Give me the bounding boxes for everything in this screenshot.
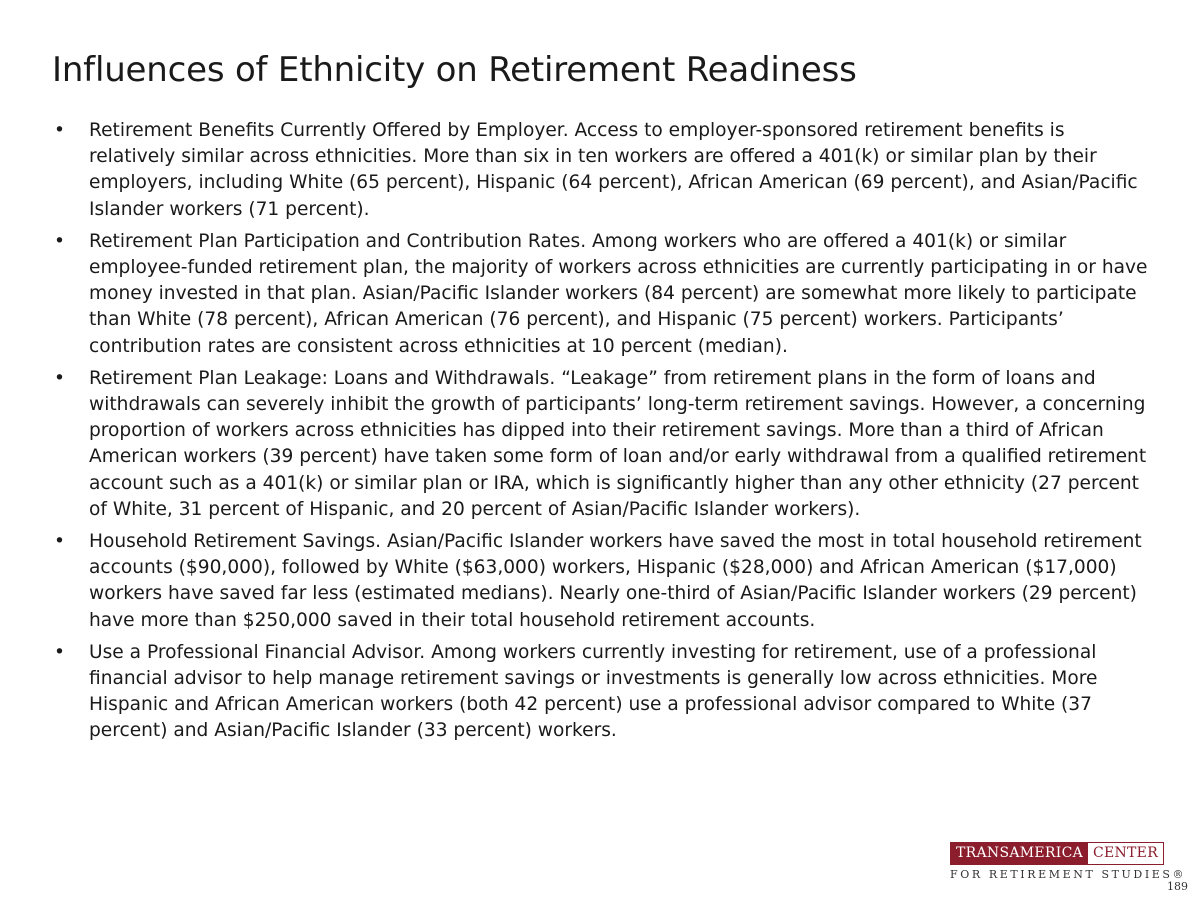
bullet-marker: • <box>54 230 65 252</box>
logo-wordmark <box>950 842 1164 865</box>
bullet-text: Household Retirement Savings. Asian/Pacific Islander workers have saved the most in total household retirement accounts ($90,000), followed by White ($63,000) workers, Hispanic ($28,000) and African American ($17,000) workers have saved far less (estimated medians). Nearly one-third of Asian/Pacific Islander workers (29 percent) have more than $250,000 saved in their total household retirement accounts. <box>89 531 1142 631</box>
bullet-list <box>52 118 1152 751</box>
bullet-marker: • <box>54 531 65 553</box>
bullet-item-participation <box>52 229 1152 360</box>
bullet-item-leakage <box>52 366 1152 523</box>
bullet-text: Retirement Benefits Currently Offered by Employer. Access to employer-sponsored retirement benefits is relatively similar across ethnicities. More than six in ten workers are offered a 401(k) or similar plan by their employers, including White (65 percent), Hispanic (64 percent), African American (69 percent), and Asian/Pacific Islander workers (71 percent). <box>89 120 1138 220</box>
bullet-marker: • <box>54 367 65 389</box>
logo-subtitle: FOR RETIREMENT STUDIES® <box>950 868 1187 881</box>
bullet-text: Retirement Plan Leakage: Loans and Withdrawals. “Leakage” from retirement plans in the form of loans and withdrawals can severely inhibit the growth of participants’ long-term retirement savings. However, a concerning proportion of workers across ethnicities has dipped into their retirement savings. More than a third of African American workers (39 percent) have taken some form of loan and/or early withdrawal from a qualified retirement account such as a 401(k) or similar plan or IRA, which is significantly higher than any other ethnicity (27 percent of White, 31 percent of Hispanic, and 20 percent of Asian/Pacific Islander workers). <box>89 367 1147 520</box>
bullet-item-financial-advisor <box>52 640 1152 745</box>
transamerica-logo <box>950 842 1187 881</box>
logo-text-center: CENTER <box>1088 843 1163 864</box>
page-title: Influences of Ethnicity on Retirement Readiness <box>52 50 857 90</box>
page-number: 189 <box>1167 880 1188 893</box>
bullet-item-benefits-offered <box>52 118 1152 223</box>
logo-text-transamerica: TRANSAMERICA <box>951 843 1088 864</box>
bullet-marker: • <box>54 641 65 663</box>
bullet-item-household-savings <box>52 529 1152 634</box>
bullet-text: Retirement Plan Participation and Contribution Rates. Among workers who are offered a 401(k) or similar employee-funded retirement plan, the majority of workers across ethnicities are currently participating in or have money invested in that plan. Asian/Pacific Islander workers (84 percent) are somewhat more likely to participate than White (78 percent), African American (76 percent), and Hispanic (75 percent) workers. Participants’ contribution rates are consistent across ethnicities at 10 percent (median). <box>89 230 1148 357</box>
bullet-text: Use a Professional Financial Advisor. Among workers currently investing for retirement, use of a professional financial advisor to help manage retirement savings or investments is generally low across ethnicities. More Hispanic and African American workers (both 42 percent) use a professional advisor compared to White (37 percent) and Asian/Pacific Islander (33 percent) workers. <box>89 641 1098 742</box>
bullet-marker: • <box>54 120 65 141</box>
